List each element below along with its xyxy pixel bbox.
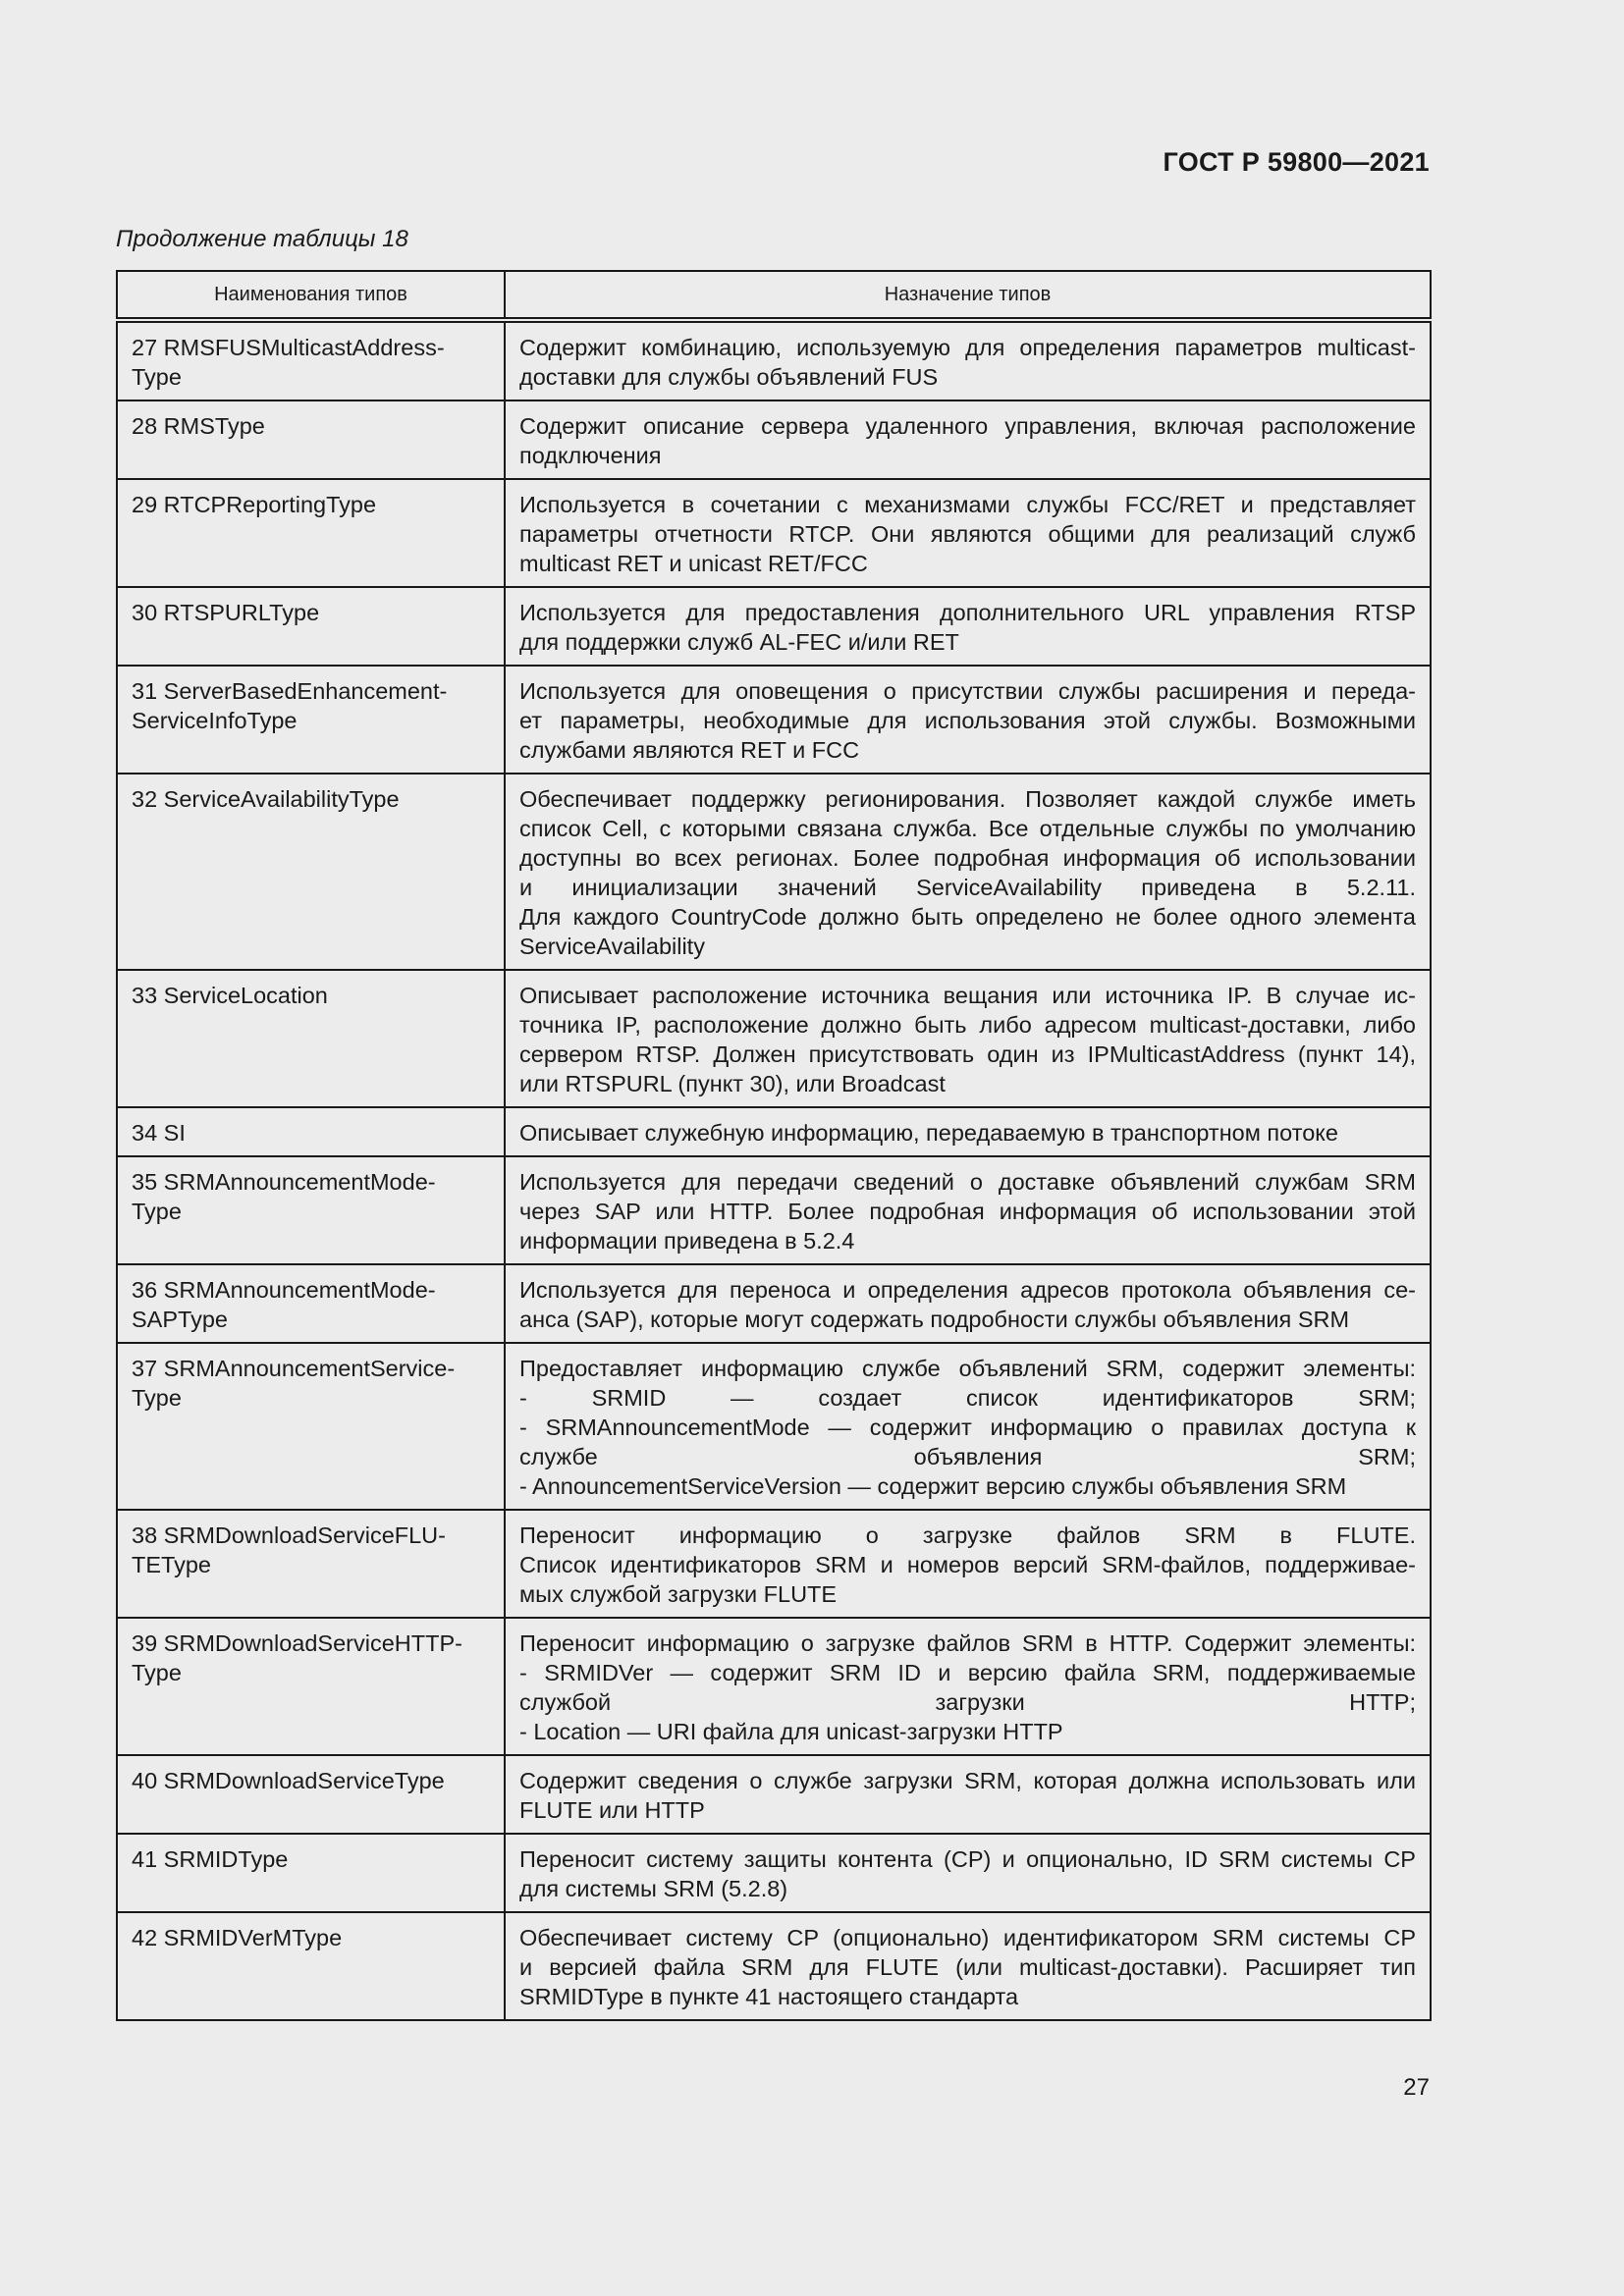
type-name-cell — [117, 1264, 505, 1343]
type-name-cell — [117, 587, 505, 666]
type-description-line: FLUTE или HTTP — [519, 1797, 705, 1823]
type-description-line: - SRMAnnouncementMode — содержит информацию о правилах доступа к — [519, 1415, 1416, 1440]
type-description-cell — [505, 666, 1431, 774]
type-description-line: Используется для передачи сведений о доставке объявлений службам SRM — [519, 1169, 1416, 1195]
type-description-line: Содержит комбинацию, используемую для определения параметров multicast- — [519, 335, 1416, 360]
type-description-line: ет параметры, необходимые для использования этой службы. Возможными — [519, 708, 1416, 733]
type-name-cell — [117, 1343, 505, 1510]
type-name-line: Type — [132, 1660, 182, 1685]
type-name-line: 31 ServerBasedEnhancement- — [132, 678, 448, 704]
column-header-type-purpose: Назначение типов — [505, 271, 1431, 320]
type-description-line: мых службой загрузки FLUTE — [519, 1581, 838, 1607]
type-description-cell — [505, 1834, 1431, 1912]
type-description-cell — [505, 1755, 1431, 1834]
type-description-line: и инициализации значений ServiceAvailability приведена в 5.2.11. — [519, 875, 1416, 900]
type-description-line: подключения — [519, 443, 662, 468]
type-name-line: Type — [132, 1199, 182, 1224]
table-row — [117, 1156, 1431, 1264]
table-row — [117, 1264, 1431, 1343]
type-name-cell — [117, 479, 505, 587]
type-description-line: Используется для переноса и определения адресов протокола объявления се- — [519, 1277, 1416, 1303]
table-row — [117, 1107, 1431, 1156]
type-name-line: 27 RMSFUSMulticastAddress- — [132, 335, 445, 360]
type-name-line: 35 SRMAnnouncementMode- — [132, 1169, 436, 1195]
type-description-line: Описывает служебную информацию, передаваемую в транспортном потоке — [519, 1120, 1338, 1146]
type-description-line: Содержит сведения о службе загрузки SRM, которая должна использовать или — [519, 1768, 1416, 1793]
table-row — [117, 1912, 1431, 2020]
table-row — [117, 400, 1431, 479]
type-description-cell — [505, 970, 1431, 1107]
type-name-line: SAPType — [132, 1307, 228, 1332]
table-row — [117, 970, 1431, 1107]
column-header-type-names: Наименования типов — [117, 271, 505, 320]
type-description-line: Переносит систему защиты контента (CP) и опционально, ID SRM системы CP — [519, 1846, 1416, 1872]
type-description-line: ServiceAvailability — [519, 934, 705, 959]
type-description-line: Предоставляет информацию службе объявлений SRM, содержит элементы: — [519, 1356, 1416, 1381]
table-row — [117, 1755, 1431, 1834]
type-description-line: доставки для службы объявлений FUS — [519, 364, 939, 390]
type-description-line: SRMIDType в пункте 41 настоящего стандарта — [519, 1984, 1019, 2009]
type-description-line: Обеспечивает поддержку регионирования. Позволяет каждой службе иметь — [519, 786, 1416, 812]
type-description-line: - Location — URI файла для unicast-загрузки HTTP — [519, 1719, 1063, 1744]
type-name-line: Type — [132, 364, 182, 390]
table-caption: Продолжение таблицы 18 — [116, 226, 408, 252]
type-name-cell — [117, 774, 505, 970]
type-name-line: 36 SRMAnnouncementMode- — [132, 1277, 436, 1303]
page-number: 27 — [1403, 2074, 1430, 2101]
type-description-line: - AnnouncementServiceVersion — содержит версию службы объявления SRM — [519, 1473, 1347, 1499]
type-description-line: Содержит описание сервера удаленного управления, включая расположение — [519, 413, 1416, 439]
table-row — [117, 320, 1431, 400]
type-description-cell — [505, 320, 1431, 400]
type-description-line: Обеспечивает систему CP (опционально) идентификатором SRM системы CP — [519, 1925, 1416, 1950]
type-name-line: 40 SRMDownloadServiceType — [132, 1768, 445, 1793]
table-row — [117, 479, 1431, 587]
type-name-cell — [117, 1834, 505, 1912]
type-name-cell — [117, 1618, 505, 1755]
type-description-line: или RTSPURL (пункт 30), или Broadcast — [519, 1071, 946, 1096]
type-name-cell — [117, 400, 505, 479]
type-description-line: через SAP или HTTP. Более подробная информация об использовании этой — [519, 1199, 1416, 1224]
type-name-line: TEType — [132, 1552, 211, 1577]
type-name-line: 42 SRMIDVerMType — [132, 1925, 343, 1950]
type-name-cell — [117, 1107, 505, 1156]
table-row — [117, 1343, 1431, 1510]
type-name-line: 34 SI — [132, 1120, 186, 1146]
type-name-line: 28 RMSType — [132, 413, 265, 439]
type-name-line: ServiceInfoType — [132, 708, 298, 733]
table-row — [117, 587, 1431, 666]
type-description-line: Переносит информацию о загрузке файлов SRM в FLUTE. — [519, 1522, 1416, 1548]
type-description-line: Используется в сочетании с механизмами службы FCC/RET и представляет — [519, 492, 1416, 517]
type-description-cell — [505, 587, 1431, 666]
type-description-line: параметры отчетности RTCP. Они являются общими для реализаций служб — [519, 521, 1416, 547]
standard-designation: ГОСТ Р 59800—2021 — [1163, 147, 1430, 177]
type-name-cell — [117, 666, 505, 774]
type-name-line: 38 SRMDownloadServiceFLU- — [132, 1522, 446, 1548]
type-description-line: Переносит информацию о загрузке файлов SRM в HTTP. Содержит элементы: — [519, 1630, 1416, 1656]
type-description-line: службами являются RET и FCC — [519, 737, 860, 763]
type-name-line: 41 SRMIDType — [132, 1846, 289, 1872]
type-description-line: анса (SAP), которые могут содержать подробности службы объявления SRM — [519, 1307, 1350, 1332]
table-row — [117, 774, 1431, 970]
type-description-cell — [505, 479, 1431, 587]
table-row — [117, 1834, 1431, 1912]
type-name-line: 37 SRMAnnouncementService- — [132, 1356, 456, 1381]
type-description-cell — [505, 400, 1431, 479]
type-description-cell — [505, 1264, 1431, 1343]
type-name-line: 32 ServiceAvailabilityType — [132, 786, 400, 812]
type-description-line: сервером RTSP. Должен присутствовать один из IPMulticastAddress (пункт 14), — [519, 1041, 1416, 1067]
type-description-cell — [505, 1618, 1431, 1755]
type-name-cell — [117, 970, 505, 1107]
type-description-line: - SRMIDVer — содержит SRM ID и версию файла SRM, поддерживаемые — [519, 1660, 1416, 1685]
type-description-cell — [505, 1156, 1431, 1264]
type-description-line: - SRMID — создает список идентификаторов SRM; — [519, 1385, 1416, 1411]
type-description-line: службой загрузки HTTP; — [519, 1689, 1416, 1715]
type-description-cell — [505, 1510, 1431, 1618]
table-row — [117, 666, 1431, 774]
table-row — [117, 1510, 1431, 1618]
table-header-row — [117, 271, 1431, 320]
type-description-line: доступны во всех регионах. Более подробная информация об использовании — [519, 845, 1416, 871]
type-name-cell — [117, 1156, 505, 1264]
type-description-line: список Cell, с которыми связана служба. Все отдельные службы по умолчанию — [519, 816, 1416, 841]
type-description-line: Используется для предоставления дополнительного URL управления RTSP — [519, 600, 1416, 625]
type-name-line: 30 RTSPURLType — [132, 600, 320, 625]
type-description-cell — [505, 774, 1431, 970]
type-name-cell — [117, 1510, 505, 1618]
type-name-cell — [117, 320, 505, 400]
type-description-line: для поддержки служб AL-FEC и/или RET — [519, 629, 959, 655]
type-name-line: 39 SRMDownloadServiceHTTP- — [132, 1630, 462, 1656]
type-description-line: службе объявления SRM; — [519, 1444, 1416, 1469]
type-description-line: и версией файла SRM для FLUTE (или multicast-доставки). Расширяет тип — [519, 1954, 1416, 1980]
type-description-cell — [505, 1107, 1431, 1156]
type-name-line: 33 ServiceLocation — [132, 983, 328, 1008]
type-description-line: multicast RET и unicast RET/FCC — [519, 551, 868, 576]
type-description-line: точника IP, расположение должно быть либо адресом multicast-доставки, либо — [519, 1012, 1416, 1038]
table-row — [117, 1618, 1431, 1755]
type-description-cell — [505, 1343, 1431, 1510]
type-description-line: Список идентификаторов SRM и номеров версий SRM-файлов, поддерживае- — [519, 1552, 1416, 1577]
type-description-line: для системы SRM (5.2.8) — [519, 1876, 788, 1901]
type-description-line: Используется для оповещения о присутствии службы расширения и переда- — [519, 678, 1416, 704]
type-name-cell — [117, 1912, 505, 2020]
types-table — [116, 270, 1432, 2021]
type-name-line: Type — [132, 1385, 182, 1411]
type-name-line: 29 RTCPReportingType — [132, 492, 377, 517]
type-description-line: Для каждого CountryCode должно быть определено не более одного элемента — [519, 904, 1416, 930]
type-description-line: информации приведена в 5.2.4 — [519, 1228, 855, 1254]
type-description-cell — [505, 1912, 1431, 2020]
type-name-cell — [117, 1755, 505, 1834]
type-description-line: Описывает расположение источника вещания или источника IP. В случае ис- — [519, 983, 1416, 1008]
